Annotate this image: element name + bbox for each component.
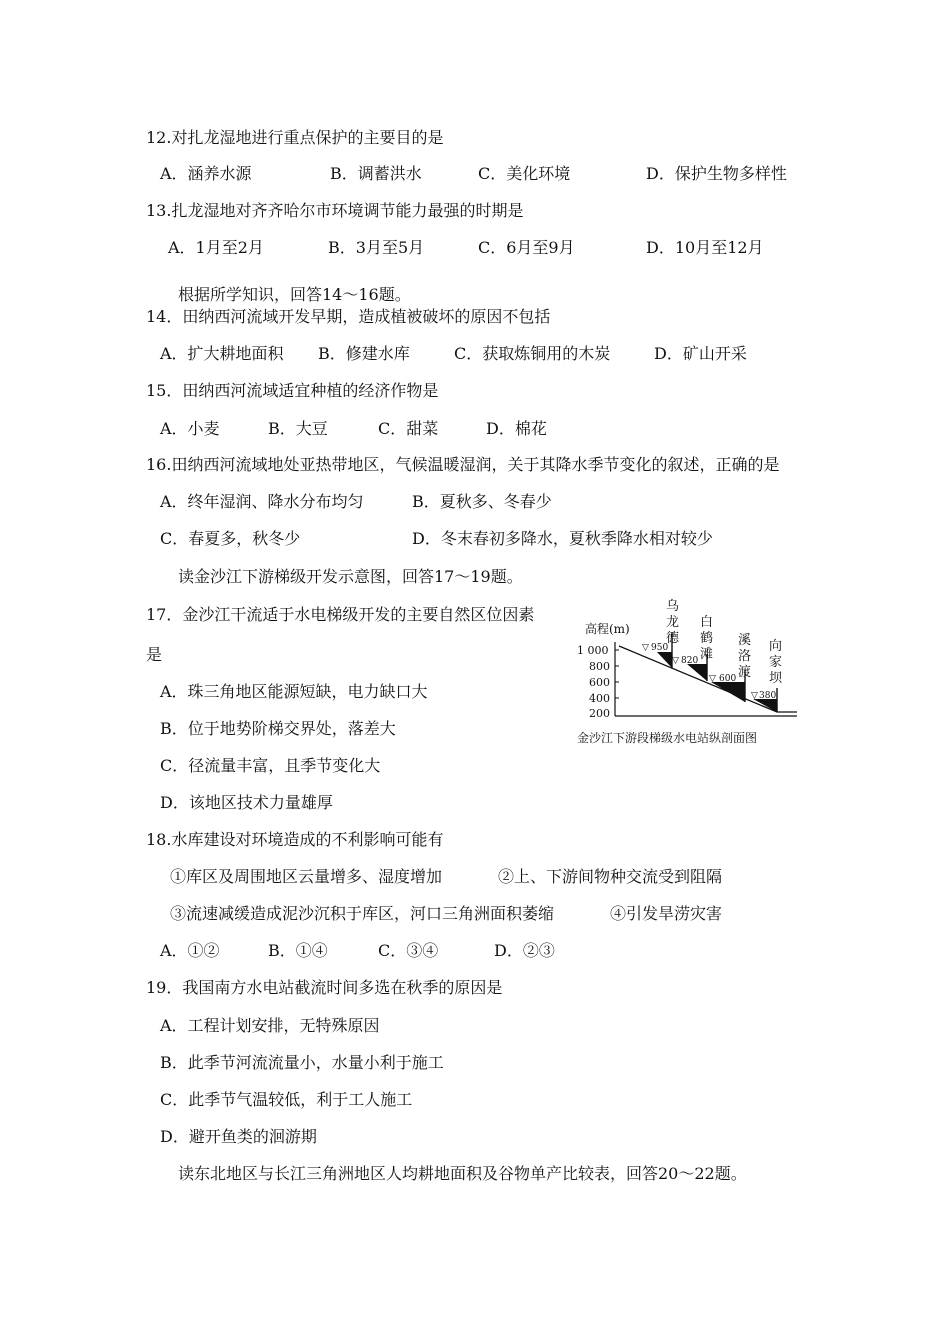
station-xiluodu-char-3: 渡: [738, 665, 752, 680]
q17-option-c[interactable]: C．径流量丰富，且季节变化大: [160, 756, 381, 775]
question-13-stem: 13.扎龙湿地对齐齐哈尔市环境调节能力最强的时期是: [146, 201, 524, 220]
q18-item-4: ④引发旱涝灾害: [610, 904, 723, 923]
q18-option-a[interactable]: A．①②: [160, 941, 220, 960]
water-level-marker-icon: ▽: [642, 643, 649, 653]
q15-option-d[interactable]: D．棉花: [486, 419, 547, 438]
y-tick-200: 200: [589, 707, 610, 720]
station-xiluodu-char-1: 溪: [738, 633, 752, 648]
section-intro-17-19: 读金沙江下游梯级开发示意图，回答17～19题。: [178, 567, 523, 586]
station-xiangjiaba-char-3: 坝: [769, 671, 783, 686]
q18-item-1: ①库区及周围地区云量增多、湿度增加: [170, 867, 443, 886]
question-18-stem: 18.水库建设对环境造成的不利影响可能有: [146, 830, 444, 849]
q18-option-b[interactable]: B．①④: [268, 941, 328, 960]
station-wudongde-char-3: 德: [666, 631, 680, 646]
y-axis-label: 高程(m): [585, 622, 630, 636]
station-xiangjiaba-char-1: 向: [769, 639, 783, 654]
q15-option-c[interactable]: C．甜菜: [378, 419, 439, 438]
section-intro-14-16: 根据所学知识，回答14～16题。: [178, 285, 411, 304]
station-wudongde-char-2: 龙: [666, 615, 680, 630]
station-xiluodu-char-2: 洛: [738, 649, 752, 664]
q18-item-3: ③流速减缓造成泥沙沉积于库区，河口三角洲面积萎缩: [170, 904, 555, 923]
q14-option-c[interactable]: C．获取炼铜用的木炭: [454, 344, 611, 363]
level-xiluodu: 600: [719, 674, 737, 684]
section-intro-20-22: 读东北地区与长江三角洲地区人均耕地面积及谷物单产比较表，回答20～22题。: [178, 1164, 747, 1183]
level-xiangjiaba: 380: [759, 691, 777, 701]
q19-option-b[interactable]: B．此季节河流流量小，水量小利于施工: [160, 1053, 444, 1072]
q19-option-d[interactable]: D．避开鱼类的洄游期: [160, 1127, 317, 1146]
q14-option-d[interactable]: D．矿山开采: [654, 344, 747, 363]
y-tick-600: 600: [589, 676, 610, 689]
q14-option-b[interactable]: B．修建水库: [318, 344, 410, 363]
water-level-marker-icon: ▽: [709, 674, 716, 684]
water-level-marker-icon: ▽: [672, 656, 679, 666]
level-wudongde: 950: [651, 643, 669, 653]
question-14-stem: 14．田纳西河流域开发早期，造成植被破坏的原因不包括: [146, 307, 551, 326]
q19-option-a[interactable]: A．工程计划安排，无特殊原因: [160, 1016, 380, 1035]
q18-option-c[interactable]: C．③④: [378, 941, 439, 960]
q17-option-a[interactable]: A．珠三角地区能源短缺，电力缺口大: [160, 682, 428, 701]
question-17-stem-cont: 是: [146, 645, 163, 664]
q19-option-c[interactable]: C．此季节气温较低，利于工人施工: [160, 1090, 413, 1109]
question-19-stem: 19．我国南方水电站截流时间多选在秋季的原因是: [146, 978, 503, 997]
q12-option-d[interactable]: D．保护生物多样性: [646, 164, 787, 183]
q16-option-b[interactable]: B．夏秋多、冬春少: [412, 492, 552, 511]
y-tick-1000: 1 000: [577, 644, 609, 657]
q13-option-b[interactable]: B．3月至5月: [328, 238, 425, 257]
q13-option-d[interactable]: D．10月至12月: [646, 238, 764, 257]
q13-option-c[interactable]: C．6月至9月: [478, 238, 575, 257]
level-baihetan: 820: [681, 656, 699, 666]
station-xiangjiaba-char-2: 家: [769, 655, 783, 670]
q14-option-a[interactable]: A．扩大耕地面积: [160, 344, 284, 363]
q16-option-c[interactable]: C．春夏多，秋冬少: [160, 529, 301, 548]
q16-option-d[interactable]: D．冬末春初多降水，夏秋季降水相对较少: [412, 529, 713, 548]
question-15-stem: 15．田纳西河流域适宜种植的经济作物是: [146, 381, 439, 400]
question-16-stem: 16.田纳西河流域地处亚热带地区，气候温暖湿润，关于其降水季节变化的叙述，正确的是: [146, 455, 780, 474]
q15-option-a[interactable]: A．小麦: [160, 419, 220, 438]
question-12-stem: 12.对扎龙湿地进行重点保护的主要目的是: [146, 128, 444, 147]
hydropower-profile-figure: [575, 596, 815, 752]
q12-option-b[interactable]: B．调蓄洪水: [330, 164, 422, 183]
station-wudongde-char-1: 乌: [666, 599, 680, 614]
q12-option-a[interactable]: A．涵养水源: [160, 164, 252, 183]
reservoir-xiluodu: [711, 682, 745, 702]
q16-option-a[interactable]: A．终年湿润、降水分布均匀: [160, 492, 364, 511]
station-baihetan-char-1: 白: [700, 615, 714, 630]
y-tick-800: 800: [589, 660, 610, 673]
station-baihetan-char-2: 鹤: [700, 631, 714, 646]
q17-option-d[interactable]: D．该地区技术力量雄厚: [160, 793, 333, 812]
q17-option-b[interactable]: B．位于地势阶梯交界处，落差大: [160, 719, 396, 738]
q13-option-a[interactable]: A．1月至2月: [168, 238, 264, 257]
q18-item-2: ②上、下游间物种交流受到阻隔: [498, 867, 723, 886]
q15-option-b[interactable]: B．大豆: [268, 419, 328, 438]
q18-option-d[interactable]: D．②③: [494, 941, 555, 960]
station-baihetan-char-3: 滩: [700, 647, 714, 662]
figure-caption: 金沙江下游段梯级水电站纵剖面图: [577, 731, 758, 745]
q12-option-c[interactable]: C．美化环境: [478, 164, 571, 183]
water-level-marker-icon: ▽: [751, 691, 758, 701]
question-17-stem: 17．金沙江干流适于水电梯级开发的主要自然区位因素: [146, 605, 535, 624]
y-tick-400: 400: [589, 692, 610, 705]
